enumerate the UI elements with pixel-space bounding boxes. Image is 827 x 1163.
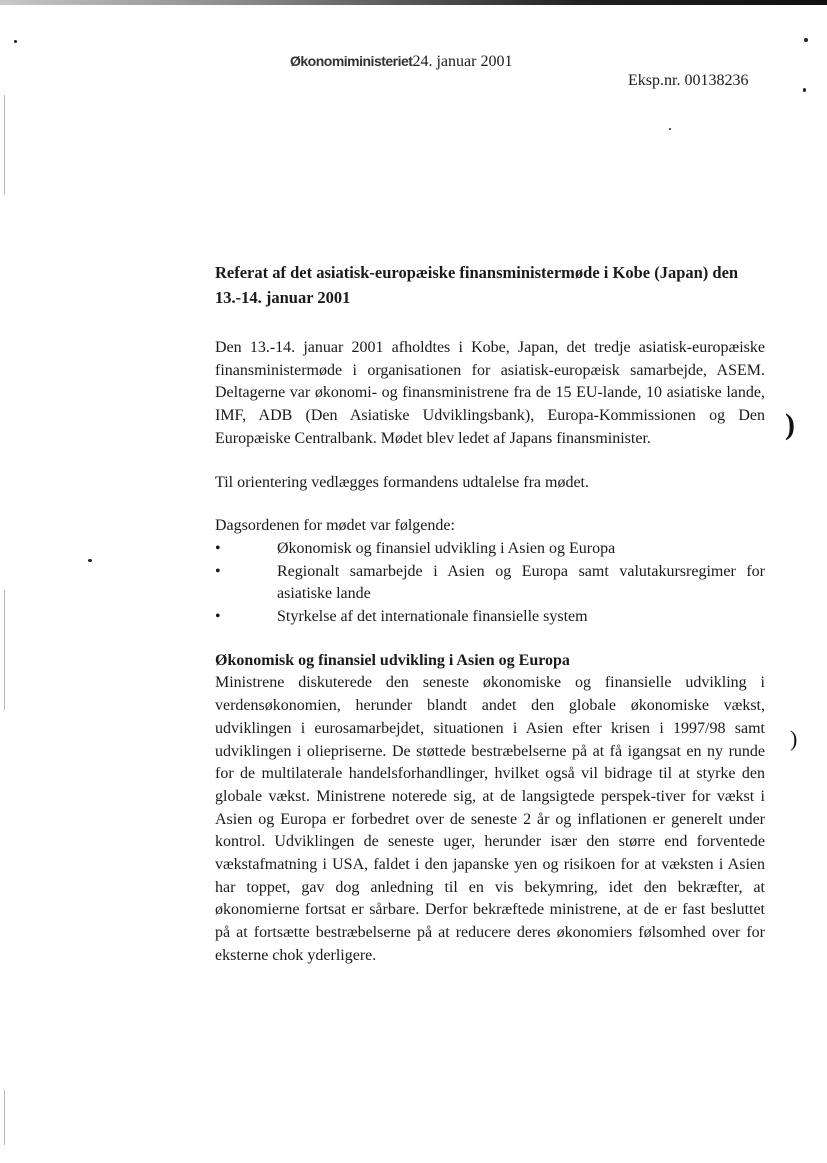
list-item (215, 561, 765, 606)
agenda-item-text: Økonomisk og finansiel udvikling i Asien og Europa (277, 539, 616, 557)
list-item (215, 538, 765, 561)
punch-hole-mark: ) (790, 726, 798, 751)
agenda-item-text: Styrkelse af det internationale finansielle system (277, 608, 588, 626)
reference-number: Eksp.nr. 00138236 (628, 72, 749, 89)
scan-top-edge (0, 0, 827, 5)
scan-margin-mark (4, 1090, 5, 1145)
document-body (215, 260, 765, 968)
document-title: Referat af det asiatisk-europæiske finansministermøde i Kobe (Japan) den 13.-14. januar 2001 (215, 263, 739, 307)
scan-speck (88, 559, 92, 562)
agenda-list (215, 538, 765, 629)
scan-speck (669, 128, 671, 130)
orientation-paragraph: Til orientering vedlægges formandens udtalelse fra mødet. (215, 473, 589, 491)
scan-margin-mark (4, 95, 5, 195)
scan-speck (14, 40, 17, 43)
document-date: 24. januar 2001 (412, 53, 513, 70)
bullet-icon: • (215, 562, 221, 580)
intro-paragraph: Den 13.-14. januar 2001 afholdtes i Kobe, Japan, det tredje asiatisk-europæiske finansministermøde i organisationen for asiatisk-europæisk samarbejde, ASEM. Deltagerne var økonomi- og finansministrene fra de 15 EU-lande, 10 asiatiske lande, IMF, ADB (Den Asiatiske Udviklingsbank), Europa-Kommissionen og Den Europæiske Centralbank. Mødet blev ledet af Japans finansminister. (215, 339, 765, 447)
document-header-line (290, 53, 512, 71)
section-heading: Økonomisk og finansiel udvikling i Asien og Europa (215, 651, 570, 669)
agenda-intro: Dagsordenen for mødet var følgende: (215, 517, 455, 535)
section-body: Ministrene diskuterede den seneste økonomiske og finansielle udvikling i verdensøkonomien, herunder blandt andet den globale økonomiske vækst, udviklingen i eurosamarbejdet, situationen i Asien efter krisen i 1997/98 samt udviklingen i oliepriserne. De støttede bestræbelserne på at få igangsat en ny runde for de multilaterale handelsforhandlinger, hvilket også vil bidrage til at styrke den globale vækst. Ministrene noterede sig, at de langsigtede perspek-tiver for vækst i Asien og Europa er forbedret over de seneste 2 år og inflationen er generelt under kontrol. Udviklingen de seneste uger, herunder især den større end forventede vækstafmatning i USA, faldet i den japanske yen og risikoen for at væksten i Asien har toppet, gav dog anledning til en vis bekymring, idet den bekræfter, at økonomierne fortsat er sårbare. Derfor bekræftede ministrene, at de er fast besluttet på at fortsætte bestræbelserne på at reducere deres økonomiers følsomhed over for eksterne chok yderligere. (215, 674, 765, 964)
agenda-item-text: Regionalt samarbejde i Asien og Europa samt valutakursregimer for asiatiske lande (277, 562, 765, 603)
bullet-icon: • (215, 608, 221, 626)
ministry-name: Økonomiministeriet (290, 53, 413, 69)
list-item (215, 606, 765, 629)
scan-margin-mark (4, 590, 5, 710)
punch-hole-mark: ) (785, 408, 795, 441)
scan-speck (803, 88, 806, 92)
bullet-icon: • (215, 539, 221, 557)
scan-speck (804, 38, 808, 42)
